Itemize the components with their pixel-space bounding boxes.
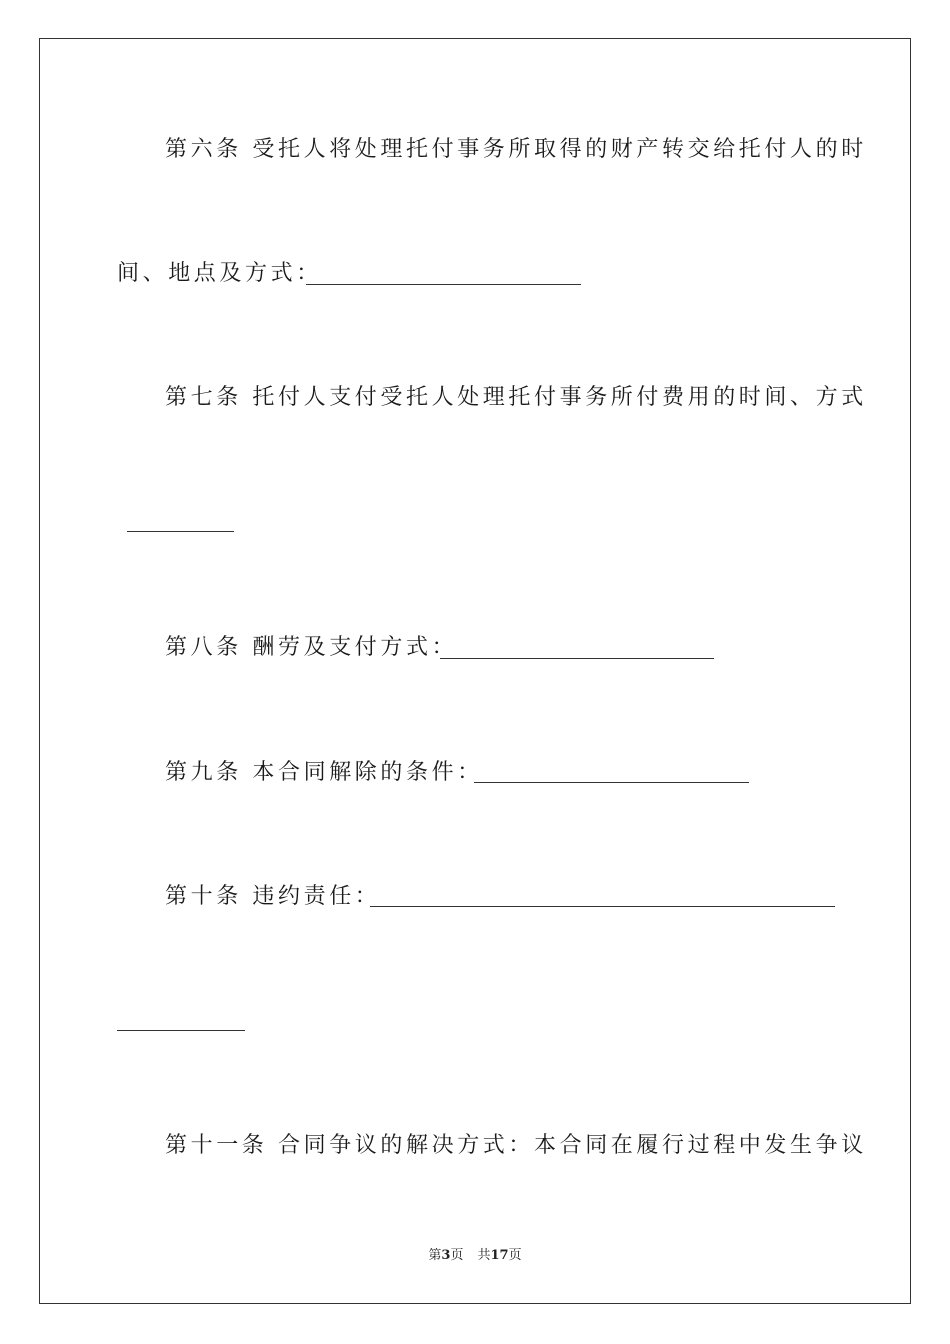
article-10-blank-continued	[117, 1030, 245, 1031]
footer-page-suffix: 页	[450, 1248, 464, 1263]
footer-total-suffix: 页	[508, 1248, 522, 1263]
article-11-line-1: 第十一条 合同争议的解决方式：本合同在履行过程中发生争议	[165, 1133, 867, 1158]
page-footer	[0, 1247, 950, 1265]
article-9-blank	[474, 782, 749, 783]
article-10: 第十条 违约责任：	[165, 884, 381, 909]
footer-current-page: 3	[441, 1248, 451, 1263]
article-10-blank	[370, 906, 835, 907]
article-7-blank	[127, 531, 234, 532]
page-border	[39, 38, 911, 1304]
article-8: 第八条 酬劳及支付方式：	[165, 635, 458, 660]
article-6-blank	[306, 284, 581, 285]
article-6-line-2: 间、地点及方式：	[117, 261, 322, 286]
article-6-line-1: 第六条 受托人将处理托付事务所取得的财产转交给托付人的时	[165, 137, 867, 162]
article-8-blank	[440, 658, 714, 659]
footer-total-prefix: 共	[477, 1248, 491, 1263]
footer-page-prefix: 第	[428, 1248, 442, 1263]
footer-total-pages: 17	[490, 1248, 509, 1263]
article-9: 第九条 本合同解除的条件：	[165, 760, 483, 785]
article-7-line-1: 第七条 托付人支付受托人处理托付事务所付费用的时间、方式	[165, 385, 867, 410]
